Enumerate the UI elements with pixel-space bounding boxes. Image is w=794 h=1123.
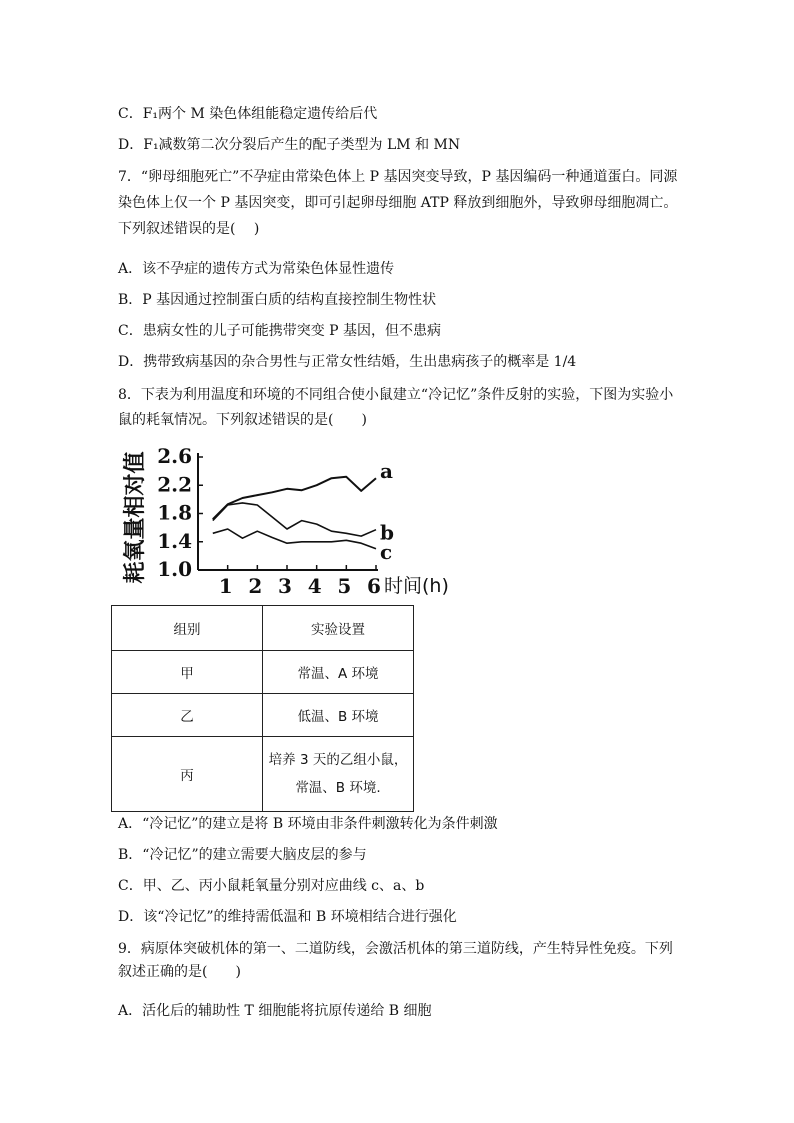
- q7-option-a: A．该不孕症的遗传方式为常染色体显性遗传: [118, 261, 395, 277]
- q7-option-c: C．患病女性的儿子可能携带突变 P 基因，但不患病: [118, 323, 442, 339]
- table-cell-setting-line-2: 常温、B 环境.: [295, 780, 381, 796]
- table-cell-setting: [263, 737, 414, 812]
- table-row: [112, 737, 414, 812]
- y-tick-label: 1.8: [157, 500, 192, 525]
- q7-stem-line-3: 下列叙述错误的是( ): [118, 221, 260, 237]
- y-tick-label: 1.4: [157, 528, 192, 553]
- q7-option-b: B．P 基因通过控制蛋白质的结构直接控制生物性状: [118, 292, 437, 308]
- series-label-a: a: [380, 459, 393, 484]
- q7-stem-line-1: 7．“卵母细胞死亡”不孕症由常染色体上 P 基因突变导致，P 基因编码一种通道蛋白。同源: [118, 169, 678, 185]
- table-cell-group: 甲: [112, 651, 263, 694]
- x-tick-label: 1: [218, 574, 233, 598]
- x-tick-label: 2: [248, 574, 263, 598]
- q6-option-c: C．F₁两个 M 染色体组能稳定遗传给后代: [118, 106, 378, 122]
- series-line-c: [213, 529, 376, 549]
- q6-option-d: D．F₁减数第二次分裂后产生的配子类型为 LM 和 MN: [118, 137, 461, 153]
- y-tick-label: 1.0: [157, 557, 192, 581]
- q9-stem-line-1: 9．病原体突破机体的第一、二道防线，会激活机体的第三道防线，产生特异性免疫。下列: [118, 941, 673, 957]
- q8-stem-line-2: 鼠的耗氧情况。下列叙述错误的是( ): [118, 412, 367, 428]
- x-axis-label: 时间(h): [384, 575, 449, 597]
- q8-option-d: D．该“冷记忆”的维持需低温和 B 环境相结合进行强化: [118, 909, 457, 925]
- q9-stem-line-2: 叙述正确的是( ): [118, 964, 241, 980]
- x-tick-label: 3: [278, 574, 292, 598]
- table-row: [112, 694, 414, 737]
- q8-option-b: B．“冷记忆”的建立需要大脑皮层的参与: [118, 847, 367, 863]
- table-row: [112, 651, 414, 694]
- x-tick-label: 5: [337, 574, 352, 598]
- table-cell-group: 丙: [112, 737, 263, 812]
- table-cell-group: 乙: [112, 694, 263, 737]
- table-header-setting: 实验设置: [263, 606, 414, 651]
- series-line-a: [213, 477, 376, 519]
- q8-stem-line-1: 8．下表为利用温度和环境的不同组合使小鼠建立“冷记忆”条件反射的实验，下图为实验小: [118, 387, 674, 403]
- oxygen-consumption-chart: [118, 445, 478, 605]
- table-header-group: 组别: [112, 606, 263, 651]
- x-tick-label: 4: [307, 574, 322, 598]
- q7-option-d: D．携带致病基因的杂合男性与正常女性结婚，生出患病孩子的概率是 1/4: [118, 354, 577, 370]
- y-axis-label: 耗氧量相对值: [123, 451, 148, 584]
- x-tick-label: 6: [367, 574, 381, 598]
- table-cell-setting: 常温、A 环境: [263, 651, 414, 694]
- series-label-c: c: [380, 539, 393, 564]
- series-label-b: b: [380, 520, 394, 545]
- y-tick-label: 2.2: [157, 472, 192, 497]
- q8-option-a: A．“冷记忆”的建立是将 B 环境由非条件刺激转化为条件刺激: [118, 816, 498, 832]
- experiment-table: [111, 605, 414, 812]
- q7-stem-line-2: 染色体上仅一个 P 基因突变，即可引起卵母细胞 ATP 释放到细胞外，导致卵母细胞凋亡。: [118, 195, 678, 211]
- table-cell-setting: 低温、B 环境: [263, 694, 414, 737]
- y-tick-label: 2.6: [157, 445, 192, 468]
- q9-option-a: A．活化后的辅助性 T 细胞能将抗原传递给 B 细胞: [118, 1003, 432, 1019]
- table-cell-setting-line-1: 培养 3 天的乙组小鼠，: [268, 752, 408, 768]
- series-line-b: [213, 503, 376, 536]
- q8-option-c: C．甲、乙、丙小鼠耗氧量分别对应曲线 c、a、b: [118, 878, 425, 894]
